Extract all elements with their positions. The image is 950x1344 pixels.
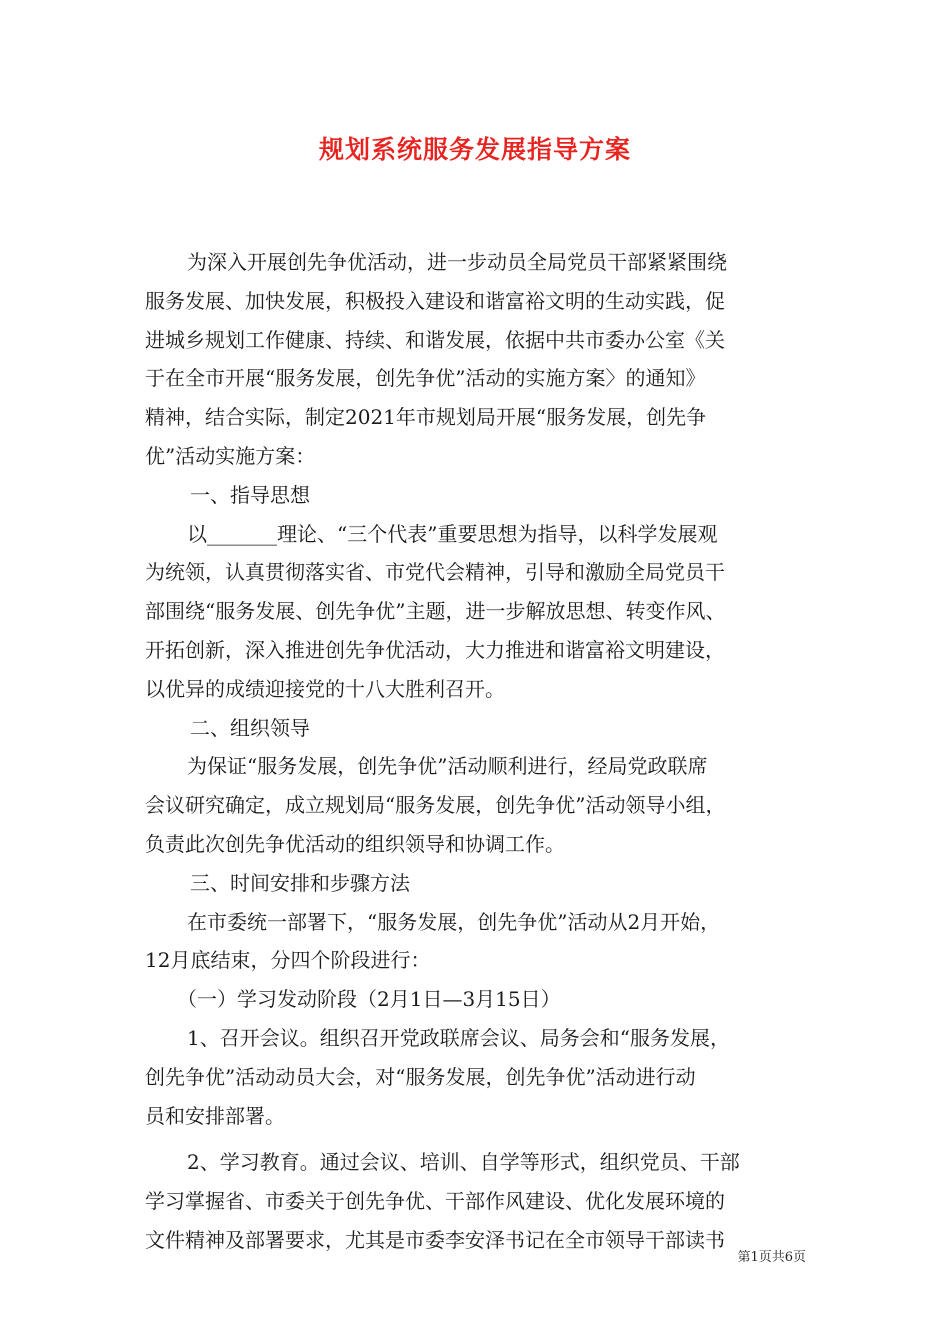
section-heading: 二、组织领导 [190, 715, 310, 740]
document-body [145, 243, 810, 1260]
section-heading: 三、时间安排和步骤方法 [190, 870, 410, 895]
body-line: 开拓创新，深入推进创先争优活动，大力推进和谐富裕文明建设， [145, 637, 725, 662]
body-line: 服务发展、加快发展，积极投入建设和谐富裕文明的生动实践，促 [145, 288, 725, 313]
document-title: 规划系统服务发展指导方案 [318, 135, 631, 164]
page-number: 第1页共6页 [737, 1250, 806, 1265]
body-line: 为深入开展创先争优活动，进一步动员全局党员干部紧紧围绕 [187, 250, 727, 274]
body-line: 创先争优”活动动员大会，对“服务发展，创先争优”活动进行动 [145, 1064, 696, 1089]
body-line: 为保证“服务发展，创先争优”活动顺利进行，经局党政联席 [187, 754, 708, 779]
body-line: 以_______理论、“三个代表”重要思想为指导，以科学发展观 [187, 521, 718, 546]
body-line: 为统领，认真贯彻落实省、市党代会精神，引导和激励全局党员干 [145, 560, 725, 585]
body-line: 文件精神及部署要求，尤其是市委李安泽书记在全市领导干部读书 [145, 1227, 725, 1252]
body-line: 12月底结束，分四个阶段进行： [145, 948, 431, 973]
body-line: 进城乡规划工作健康、持续、和谐发展，依据中共市委办公室《关 [145, 327, 725, 352]
body-line: 在市委统一部署下，“服务发展，创先争优”活动从2月开始， [187, 909, 721, 934]
body-line: 2、学习教育。通过会议、培训、自学等形式，组织党员、干部 [187, 1150, 740, 1175]
body-line: 于在全市开展“服务发展，创先争优”活动的实施方案〉的通知》 [145, 366, 706, 391]
subsection-heading: （一）学习发动阶段（2月1日—3月15日） [177, 987, 561, 1012]
body-line: 部围绕“服务发展、创先争优”主题，进一步解放思想、转变作风、 [145, 599, 726, 624]
body-line: 学习掌握省、市委关于创先争优、干部作风建设、优化发展环境的 [145, 1189, 725, 1214]
body-line: 负责此次创先争优活动的组织领导和协调工作。 [145, 831, 565, 856]
body-line: 精神，结合实际，制定2021年市规划局开展“服务发展，创先争 [145, 405, 707, 430]
body-line: 员和安排部署。 [145, 1103, 285, 1128]
body-line: 优”活动实施方案： [145, 443, 316, 468]
body-line: 1、召开会议。组织召开党政联席会议、局务会和“服务发展， [187, 1025, 730, 1050]
body-line: 会议研究确定，成立规划局“服务发展，创先争优”活动领导小组， [145, 793, 726, 818]
body-line: 以优异的成绩迎接党的十八大胜利召开。 [145, 676, 505, 701]
section-heading: 一、指导思想 [190, 482, 310, 507]
